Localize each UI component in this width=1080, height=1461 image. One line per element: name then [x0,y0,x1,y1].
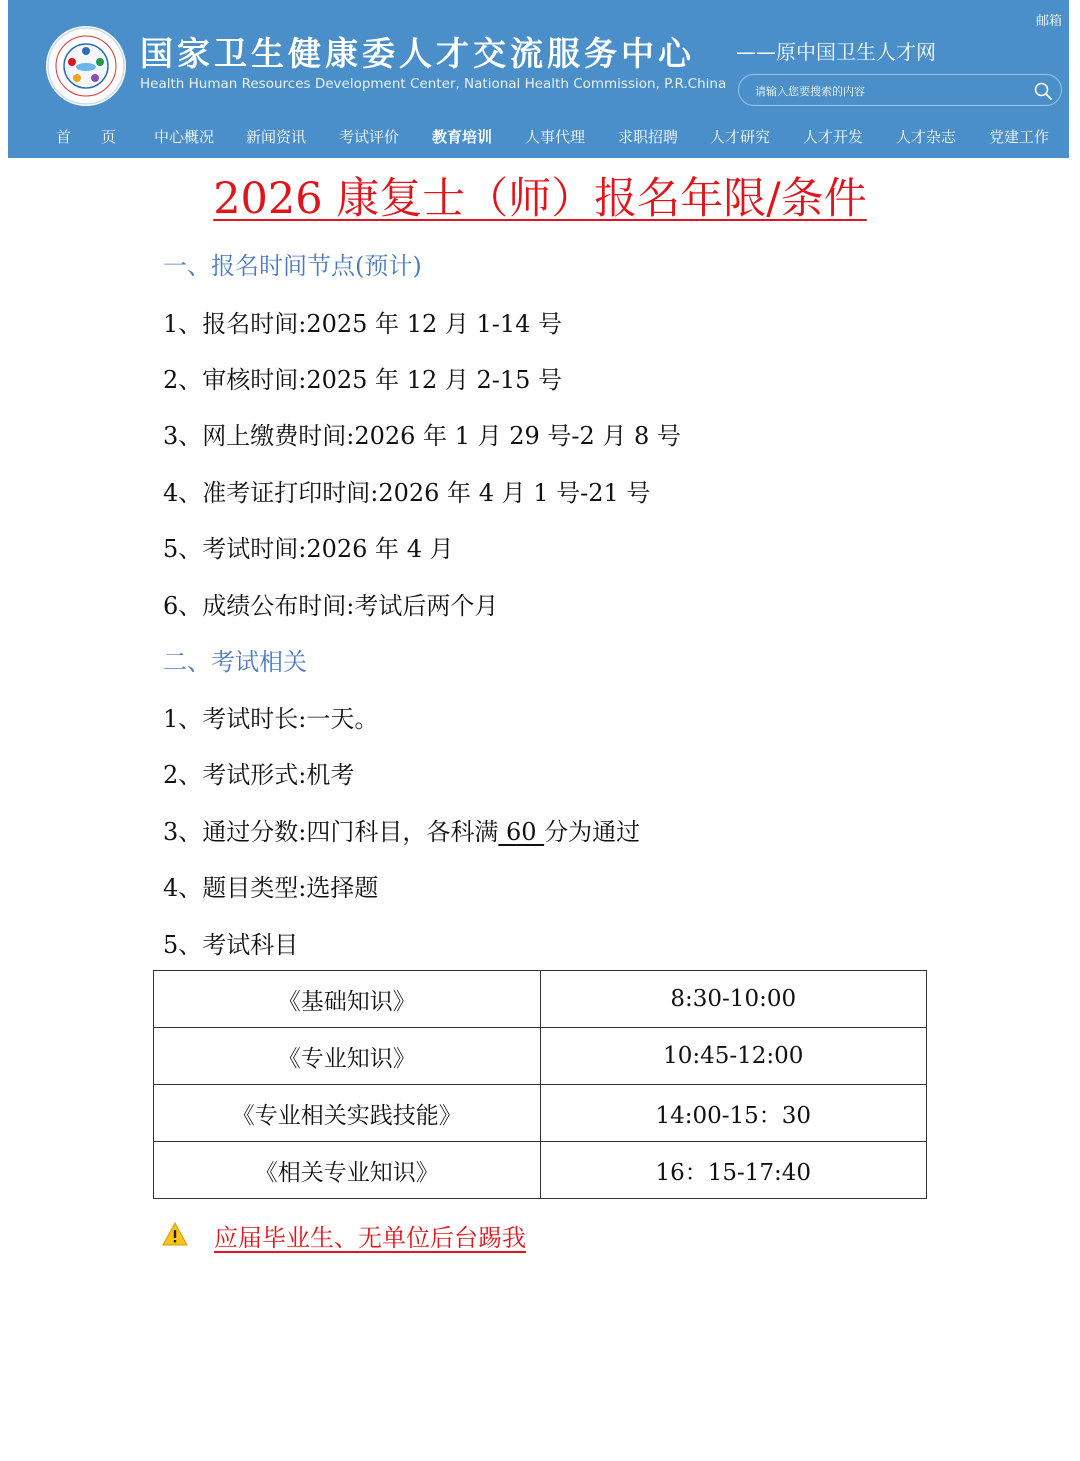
main-nav [8,114,1069,158]
section-heading-exam-info: 二、考试相关 [163,648,307,676]
document-title: 2026 康复士（师）报名年限/条件 [213,174,867,224]
nav-item-jobs[interactable]: 求职招聘 [618,128,679,146]
time-cell: 8:30-10:00 [540,971,927,1028]
subject-cell: 《专业相关实践技能》 [154,1085,541,1142]
search-input[interactable] [753,80,1027,102]
nav-item-personnel-agency[interactable]: 人事代理 [525,128,586,146]
nav-item-research[interactable]: 人才研究 [710,128,771,146]
time-cell: 10:45-12:00 [540,1028,927,1085]
nav-item-about[interactable]: 中心概况 [154,128,215,146]
mail-link[interactable]: 邮箱 [1036,14,1063,29]
table-row [154,1028,927,1085]
subject-cell: 《专业知识》 [154,1028,541,1085]
exam-schedule-table [153,970,927,1199]
warning-link[interactable]: 应届毕业生、无单位后台踢我 [214,1224,526,1252]
warning-icon [162,1222,188,1246]
site-subtitle-english: Health Human Resources Development Center, National Health Commission, P.R.China [140,76,727,92]
logo-icon [46,26,126,106]
search-icon[interactable] [1033,81,1053,101]
list-item: 4、准考证打印时间:2026 年 4 月 1 号-21 号 [163,479,651,507]
search-bar [738,74,1062,106]
pass-score-prefix: 3、通过分数:四门科目，各科满 [163,818,499,846]
list-item: 3、网上缴费时间:2026 年 1 月 29 号-2 月 8 号 [163,422,681,450]
site-former-name: ——原中国卫生人才网 [736,40,936,64]
subject-cell: 《相关专业知识》 [154,1142,541,1199]
list-item: 1、考试时长:一天。 [163,705,379,733]
section-heading-registration-timeline: 一、报名时间节点(预计) [163,252,422,280]
list-item: 2、审核时间:2025 年 12 月 2-15 号 [163,366,563,394]
nav-item-magazine[interactable]: 人才杂志 [896,128,957,146]
nav-item-development[interactable]: 人才开发 [803,128,864,146]
nav-item-home[interactable]: 首 页 [56,128,117,146]
time-cell: 16：15-17:40 [540,1142,927,1199]
nav-item-party[interactable]: 党建工作 [989,128,1050,146]
table-row [154,1085,927,1142]
table-row [154,971,927,1028]
pass-score-value: 60 [498,818,545,846]
time-cell: 14:00-15：30 [540,1085,927,1142]
site-title: 国家卫生健康委人才交流服务中心 [140,34,695,73]
org-emblem-logo[interactable] [46,26,126,106]
nav-item-news[interactable]: 新闻资讯 [246,128,307,146]
list-item: 5、考试科目 [163,931,299,959]
list-item-pass-score [163,812,640,847]
list-item: 2、考试形式:机考 [163,761,355,789]
pass-score-suffix: 分为通过 [544,818,641,846]
subject-cell: 《基础知识》 [154,971,541,1028]
table-row [154,1142,927,1199]
nav-item-education[interactable]: 教育培训 [432,128,493,146]
nav-item-exams[interactable]: 考试评价 [339,128,400,146]
list-item: 1、报名时间:2025 年 12 月 1-14 号 [163,310,563,338]
list-item: 4、题目类型:选择题 [163,874,379,902]
list-item: 6、成绩公布时间:考试后两个月 [163,592,499,620]
list-item: 5、考试时间:2026 年 4 月 [163,535,454,563]
